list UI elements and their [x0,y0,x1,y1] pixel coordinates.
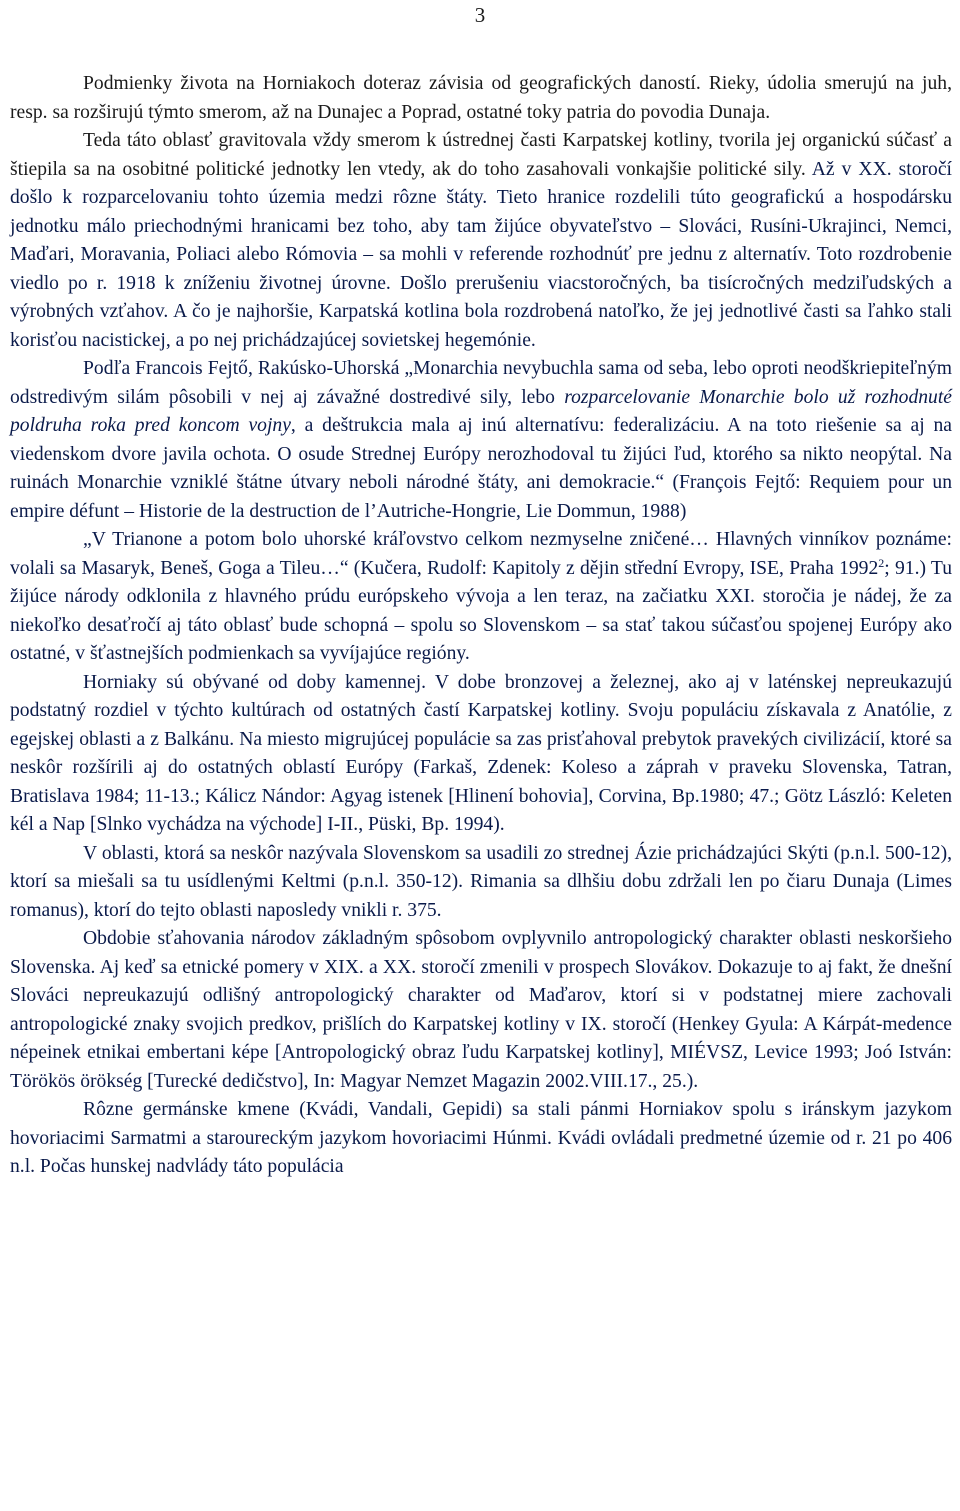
text-segment: „V Trianone a potom bolo uhorské kráľovstvo celkom nezmyselne zničené… Hlavných vinníkov poznáme: volali sa Masaryk, Beneš, Goga a Tileu…“ (Kučera, Rudolf: Kapitoly z dějin střední Evropy, ISE, Praha 1992 [10,529,952,579]
paragraph [10,669,952,840]
text-segment: Obdobie sťahovania národov základným spôsobom ovplyvnilo antropologický charakter oblasti neskoršieho Slovenska. Aj keď sa etnické pomery v XIX. a XX. storočí zmenili v prospech Slovákov. Dokazuje to aj fakt, že dnešní Slováci nepreukazujú odlišný antropologický charakter od Maďarov, ktorí si v podstatnej miere zachovali antropologické znaky svojich predkov, prišlích do Karpatskej kotliny v IX. storočí (Henkey Gyula: A Kárpát-medence népeinek etnikai embertani képe [Antropologický obraz ľudu Karpatskej kotliny], MIÉVSZ, Levice 1993; Joó István: Törökös örökség [Turecké dedičstvo], In: Magyar Nemzet Magazin 2002.VIII.17., 25.). [10,928,952,1092]
italic-quote: rozparcelovanie Monarchie bolo už rozhodnuté poldruha roka pred koncom vojny [10,386,952,436]
document-body [10,70,952,1182]
paragraph [10,840,952,926]
text-segment: Teda táto oblasť gravitovala vždy smerom k ústrednej časti Karpatskej kotliny, tvorila jej organickú súčasť a štiepila sa na osobitné politické jednotky len vtedy, ak do toho zasahovali vonkajšie politické sily. [10,130,952,180]
text-segment: Podľa Francois Fejtő, Rakúsko-Uhorská „Monarchia nevybuchla sama od seba, lebo oproti neodškriepiteľným odstredivým silám pôsobili v nej aj závažné dostredivé sily, lebo [10,358,952,408]
paragraph [10,127,952,355]
paragraph [10,1096,952,1182]
paragraph [10,70,952,127]
paragraph [10,355,952,526]
paragraph [10,526,952,669]
text-segment: Rôzne germánske kmene (Kvádi, Vandali, Gepidi) sa stali pánmi Horniakov spolu s iránskym jazykom hovoriacimi Sarmatmi a staroureckým jazykom hovoriacimi Húnmi. Kvádi ovládali predmetné územie od r. 21 po 406 n.l. Počas hunskej nadvlády táto populácia [10,1099,952,1177]
superscript: 2 [878,555,885,570]
text-segment: Podmienky života na Horniakoch doteraz závisia od geografických daností. Rieky, údolia smerujú na juh, resp. sa rozširujú týmto smerom, až na Dunajec a Poprad, ostatné toky patria do povodia Dunaja. [10,73,952,123]
text-segment: ; 91.) Tu žijúce národy odklonila z hlavného prúdu európskeho vývoja a len teraz, na začiatku XXI. storočia je nádej, že za niekoľko desaťročí aj táto oblasť bude schopná – spolu so Slovenskom – sa stať takou súčasťou spojenej Európy ako ostatné, v šťastnejších podmienkach sa vyvíjajúce regióny. [10,557,952,664]
text-segment: , a deštrukcia mala aj inú alternatívu: federalizáciu. A na toto riešenie sa aj na viedenskom dvore javila ochota. O osude Strednej Európy nerozhodoval tu žijúci ľud, ktorého sa nikto neopýtal. Na ruinách Monarchie vzniklé štátne útvary neboli národné štáty, ani demokracie.“ (François Fejtő: Requiem pour un empire défunt – Historie de la destruction de l’Autriche-Hongrie, Lie Dommun, 1988) [10,415,952,522]
paragraph [10,925,952,1096]
text-segment: Horniaky sú obývané od doby kamennej. V dobe bronzovej a železnej, ako aj v laténskej nepreukazujú podstatný rozdiel v týchto kultúrach od ostatných častí Karpatskej kotliny. Svoju populáciu získavala z Anatólie, z egejskej oblasti a z Balkánu. Na miesto migrujúcej populácie sa zas prisťahoval prebytok pravekých civilizácií, ktoré sa neskôr rozšírili aj do ostatných oblastí Európy (Farkaš, Zdenek: Koleso a záprah v praveku Slovenska, Tatran, Bratislava 1984; 11-13.; Kálicz Nándor: Agyag istenek [Hlinení bohovia], Corvina, Bp.1980; 47.; Götz László: Keleten kél a Nap [Slnko vychádza na východe] I-II., Püski, Bp. 1994). [10,671,952,835]
text-segment: Až v XX. storočí došlo k rozparcelovaniu tohto územia medzi rôzne štáty. [10,158,952,208]
text-segment: Tieto hranice rozdelili túto geografickú a hospodársku jednotku málo priechodnými hranicami bez toho, aby tam žijúce obyvateľstvo – Slováci, Rusíni-Ukrajinci, Nemci, Maďari, Moravania, Poliaci alebo Rómovia – sa mohli v referende rozhodnúť pre jednu z alternatív. Toto rozdrobenie viedlo po r. 1918 k zníženiu životnej úrovne. Došlo prerušeniu viacstoročných, ba tisícročných medziľudských a výrobných vzťahov. A čo je najhoršie, Karpatská kotlina bola rozdrobená natoľko, že jej jednotlivé časti sa ľahko stali korisťou nacistickej, a po nej prichádzajúcej sovietskej hegemónie. [10,187,952,351]
page-number: 3 [474,3,486,27]
text-segment: V oblasti, ktorá sa neskôr nazývala Slovenskom sa usadili zo strednej Ázie prichádzajúci Skýti (p.n.l. 500-12), ktorí sa miešali sa tu usídlenými Keltmi (p.n.l. 350-12). Rimania sa dlhšiu dobu zdržali len po čiaru Dunaja (Limes romanus), ktorí do tejto oblasti naposledy vnikli r. 375. [10,842,952,921]
